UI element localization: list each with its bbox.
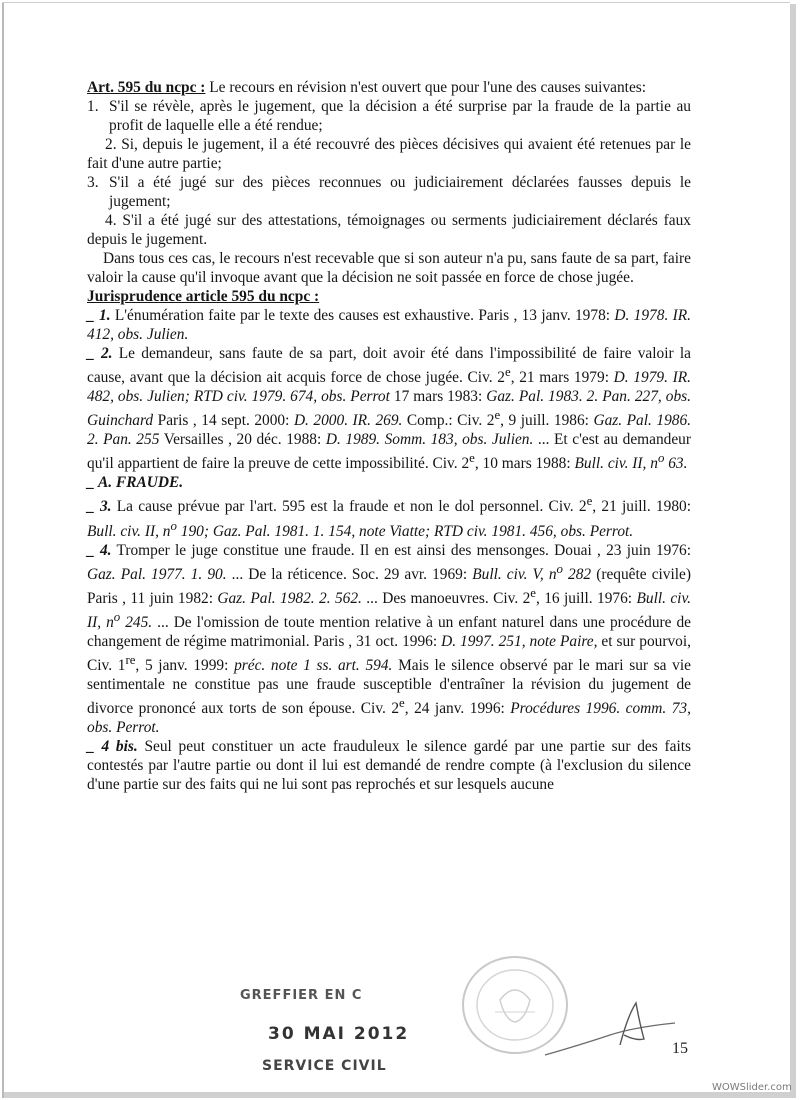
document-body [87,78,691,794]
jurisprudence-note-2: _ 2. Le demandeur, sans faute de sa part, doit avoir été dans l'impossibilité de faire valoir la cause, avant que la décision ait acquis force de chose jugée. Civ. 2e, 21 mars 1979: D. 1979. IR. 482, obs. Julien; RTD civ. 1979. 674, obs. Perrot 17 mars 1983: Gaz. Pal. 1983. 2. Pan. 227, obs. Guinchard Paris , 14 sept. 2000: D. 2000. IR. 269. Comp.: Civ. 2e, 9 juill. 1986: Gaz. Pal. 1986. 2. Pan. 255 Versailles , 20 déc. 1988: D. 1989. Somm. 183, obs. Julien. ... Et c'est au demandeur qu'il appartient de faire la preuve de cette impossibilité. Civ. 2e, 10 mars 1988: Bull. civ. II, $n^o$ 63. [87,345,692,473]
article-item-4: 4. S'il a été jugé sur des attestations, témoignages ou serments judiciairement déclarés faux depuis le jugement. [87,212,691,248]
page-border-left [2,2,4,1098]
jurisprudence-note-3: _ 3. La cause prévue par l'art. 595 est la fraude et non le dol personnel. Civ. 2e, 21 juill. 1980: Bull. civ. II, $n^o$ 190; Gaz. Pal. 1981. 1. 154, note Viatte; RTD civ. 1981. 456, obs. Perrot. [87,494,691,540]
jurisprudence-note-4-bis: _ 4 bis. Seul peut constituer un acte frauduleux le silence gardé par une partie sur des faits contestés par l'autre partie ou dont il lui est demandé de rendre compte (à l'exclusion du silence d'une partie sur des faits qui ne lui sont pas reprochés et sur lesquels aucune [87,738,691,794]
article-heading: Art. 595 du ncpc : [87,79,206,96]
section-fraude-heading: _ A. FRAUDE. [87,474,184,492]
signature [540,995,680,1065]
page-border-top [2,2,790,3]
article-item-2: 2. Si, depuis le jugement, il a été recouvré des pièces décisives qui avaient été retenues par le fait d'une autre partie; [87,136,691,172]
page-shadow-right [790,4,796,1098]
article-item-1: 1. S'il se révèle, après le jugement, que la décision a été surprise par la fraude de la partie au profit de laquelle elle a été rendue; [87,98,691,134]
article-closing: Dans tous ces cas, le recours n'est recevable que si son auteur n'a pu, sans faute de sa part, faire valoir la cause qu'il invoque avant que la décision ne soit passée en force de chose jugée. [87,250,691,286]
article-intro: Art. 595 du ncpc : Le recours en révision n'est ouvert que pour l'une des causes suivantes: [87,79,647,96]
date-stamp: 30 MAI 2012 [268,1024,410,1044]
article-item-3: 3. S'il a été jugé sur des pièces reconnues ou judiciairement déclarées fausses depuis le jugement; [87,174,691,210]
jurisprudence-note-4: _ 4. Tromper le juge constitue une fraude. Il en est ainsi des mensonges. Douai , 23 juin 1976: Gaz. Pal. 1977. 1. 90. ... De la réticence. Soc. 29 avr. 1969: Bull. civ. V, $n^o$ 282 (requête civile) Paris , 11 juin 1982: Gaz. Pal. 1982. 2. 562. ... Des manoeuvres. Civ. 2e, 16 juill. 1976: Bull. civ. II, $n^o$ 245. ... De l'omission de toute mention relative à un enfant naturel dans une procédure de changement de régime matrimonial. Paris , 31 oct. 1996: D. 1997. 251, note Paire, et sur pourvoi, Civ. 1re, 5 janv. 1999: préc. note 1 ss. art. 594. Mais le silence observé par le mari sur sa vie sentimentale ne constitue pas une fraude susceptible d'entraîner la révision du jugement de divorce prononcé aux torts de son épouse. Civ. 2e, 24 janv. 1996: Procédures 1996. comm. 73, obs. Perrot. [87,541,692,737]
greffier-stamp: GREFFIER EN C [240,988,363,1003]
service-civil-stamp: SERVICE CIVIL [262,1058,387,1074]
jurisprudence-note-1: _ 1. L'énumération faite par le texte des causes est exhaustive. Paris , 13 janv. 1978: D. 1978. IR. 412, obs. Julien. [87,307,691,343]
jurisprudence-heading: Jurisprudence article 595 du ncpc : [87,288,320,305]
page-number: 15 [672,1040,688,1057]
watermark: WOWSlider.com [712,1082,792,1093]
page-shadow-bottom [4,1092,796,1098]
